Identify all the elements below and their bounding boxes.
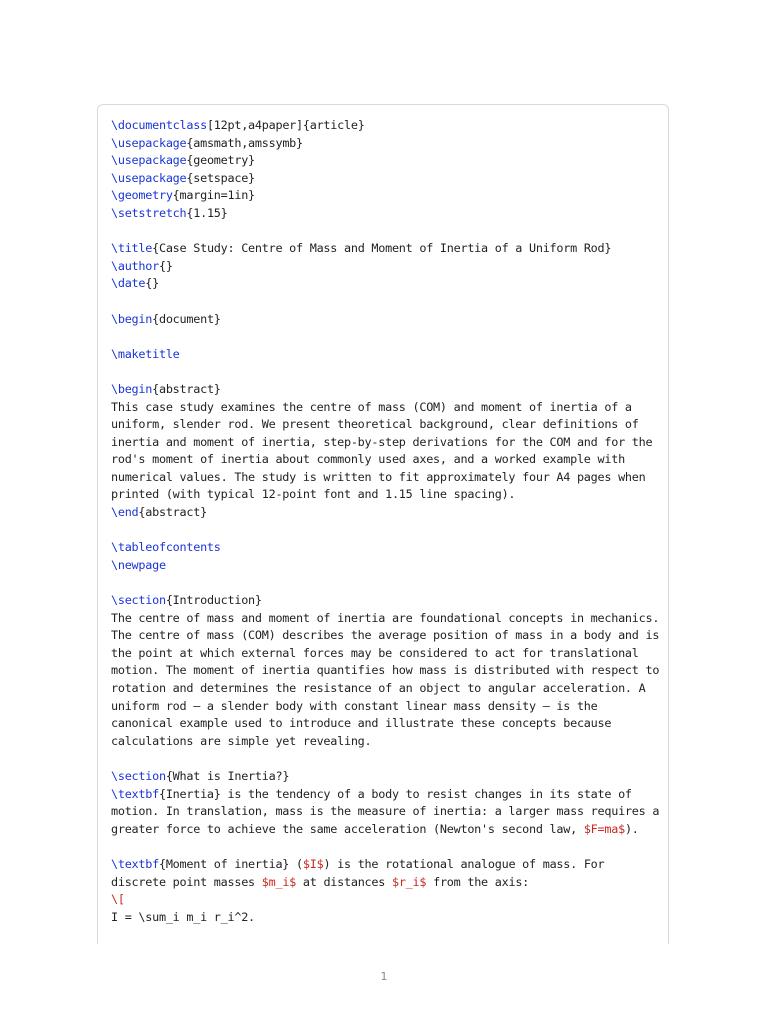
latex-text: {geometry} (186, 153, 255, 168)
code-line (111, 891, 659, 909)
code-line (111, 627, 659, 645)
latex-command: \usepackage (111, 170, 187, 185)
latex-command: \begin (111, 311, 153, 326)
latex-command: \maketitle (111, 346, 180, 361)
latex-text: [12pt,a4paper]{article} (206, 118, 365, 132)
latex-command: \tableofcontents (111, 540, 221, 555)
latex-text: I = \sum_i m_i r_i^2. (111, 909, 255, 924)
latex-text: uniform, slender rod. We present theoretical background, clear definitions of (111, 417, 639, 432)
code-block (97, 104, 669, 944)
latex-text: {} (158, 258, 173, 273)
code-line (111, 346, 659, 364)
page-number: 1 (380, 970, 388, 983)
code-line (111, 293, 659, 311)
latex-command: \date (111, 276, 146, 291)
latex-command: \author (111, 258, 159, 273)
latex-command: \title (111, 241, 153, 256)
code-line (111, 381, 659, 399)
latex-text: numerical values. The study is written to fit approximately four A4 pages when (111, 469, 646, 484)
code-line (111, 592, 659, 610)
latex-text: {margin=1in} (172, 188, 255, 203)
latex-command: \section (111, 768, 166, 783)
code-line (111, 662, 659, 680)
latex-text: rotation and determines the resistance of an object to angular acceleration. A (111, 681, 646, 695)
code-line (111, 768, 659, 786)
code-line (111, 856, 659, 874)
code-line (111, 838, 659, 856)
latex-text: the point at which external forces may be considered to act for translational (111, 645, 639, 660)
code-line (111, 258, 659, 276)
latex-text: from the axis: (426, 874, 530, 889)
code-line (111, 275, 659, 293)
code-line (111, 240, 659, 258)
latex-text: {Introduction} (165, 593, 262, 608)
code-line (111, 645, 659, 663)
latex-text: {document} (152, 311, 221, 326)
code-line (111, 399, 659, 417)
code-line (111, 574, 659, 592)
latex-command: \geometry (111, 188, 173, 203)
code-line (111, 715, 659, 733)
code-line (111, 434, 659, 452)
code-line (111, 311, 659, 329)
latex-text: uniform rod — a slender body with constant linear mass density — is the (111, 698, 598, 713)
code-line (111, 205, 659, 223)
latex-text: greater force to achieve the same acceleration (Newton's second law, (111, 821, 584, 836)
latex-text: at distances (296, 874, 392, 889)
latex-text: {What is Inertia?} (165, 768, 290, 783)
latex-text: {Inertia} is the tendency of a body to resist changes in its state of (158, 786, 632, 801)
code-line (111, 698, 659, 716)
code-line (111, 469, 659, 487)
latex-text: printed (with typical 12-point font and 1.15 line spacing). (111, 487, 516, 502)
latex-text: {abstract} (152, 381, 221, 396)
code-line (111, 117, 659, 135)
latex-command: \textbf (111, 786, 159, 801)
latex-text: {1.15} (186, 205, 228, 220)
latex-text: {abstract} (138, 505, 207, 520)
code-line (111, 522, 659, 540)
latex-command: \end (111, 505, 139, 520)
latex-command: \usepackage (111, 135, 187, 150)
latex-command: \setstretch (111, 205, 187, 220)
latex-text: {Moment of inertia} ( (158, 856, 303, 871)
code-line (111, 750, 659, 768)
latex-command: \usepackage (111, 153, 187, 168)
code-line (111, 170, 659, 188)
latex-math: \[ (111, 892, 125, 907)
code-line (111, 874, 659, 892)
latex-text: canonical example used to introduce and illustrate these concepts because (111, 716, 612, 731)
latex-command: \textbf (111, 856, 159, 871)
latex-text: rod's moment of inertia about commonly used axes, and a worked example with (111, 452, 625, 467)
latex-math: $r_i$ (391, 874, 427, 889)
latex-text: This case study examines the centre of mass (COM) and moment of inertia of a (111, 399, 632, 414)
code-line (111, 909, 659, 927)
latex-command: \documentclass (111, 118, 207, 132)
latex-text: inertia and moment of inertia, step-by-step derivations for the COM and for the (111, 434, 653, 449)
latex-text: discrete point masses (111, 874, 262, 889)
latex-text: {Case Study: Centre of Mass and Moment of Inertia of a Uniform Rod} (152, 241, 612, 256)
latex-text: The centre of mass (COM) describes the average position of mass in a body and is (111, 628, 660, 643)
code-line (111, 504, 659, 522)
latex-math: $F=ma$ (583, 821, 625, 836)
latex-command: \newpage (111, 557, 166, 572)
code-line (111, 328, 659, 346)
code-line (111, 539, 659, 557)
code-line (111, 152, 659, 170)
latex-math: $I$ (302, 856, 324, 871)
latex-math: $m_i$ (261, 874, 297, 889)
latex-text: The centre of mass and moment of inertia are foundational concepts in mechanics. (111, 610, 660, 625)
code-line (111, 557, 659, 575)
code-line (111, 680, 659, 698)
code-line (111, 187, 659, 205)
latex-text: motion. The moment of inertia quantifies how mass is distributed with respect to (111, 663, 660, 678)
code-line (111, 733, 659, 751)
latex-text: calculations are simple yet revealing. (111, 733, 372, 748)
code-line (111, 416, 659, 434)
latex-command: \begin (111, 381, 153, 396)
code-line (111, 486, 659, 504)
code-line (111, 803, 659, 821)
latex-text: {} (145, 276, 159, 291)
code-line (111, 610, 659, 628)
latex-text: motion. In translation, mass is the measure of inertia: a larger mass requires a (111, 804, 660, 819)
latex-source (111, 117, 659, 926)
code-line (111, 223, 659, 241)
latex-text: {amsmath,amssymb} (186, 135, 303, 150)
latex-text: {setspace} (186, 170, 255, 185)
code-line (111, 821, 659, 839)
code-line (111, 786, 659, 804)
code-line (111, 451, 659, 469)
code-line (111, 363, 659, 381)
latex-text: ) is the rotational analogue of mass. For (323, 856, 605, 871)
code-line (111, 135, 659, 153)
latex-command: \section (111, 593, 166, 608)
latex-text: ). (624, 821, 639, 836)
